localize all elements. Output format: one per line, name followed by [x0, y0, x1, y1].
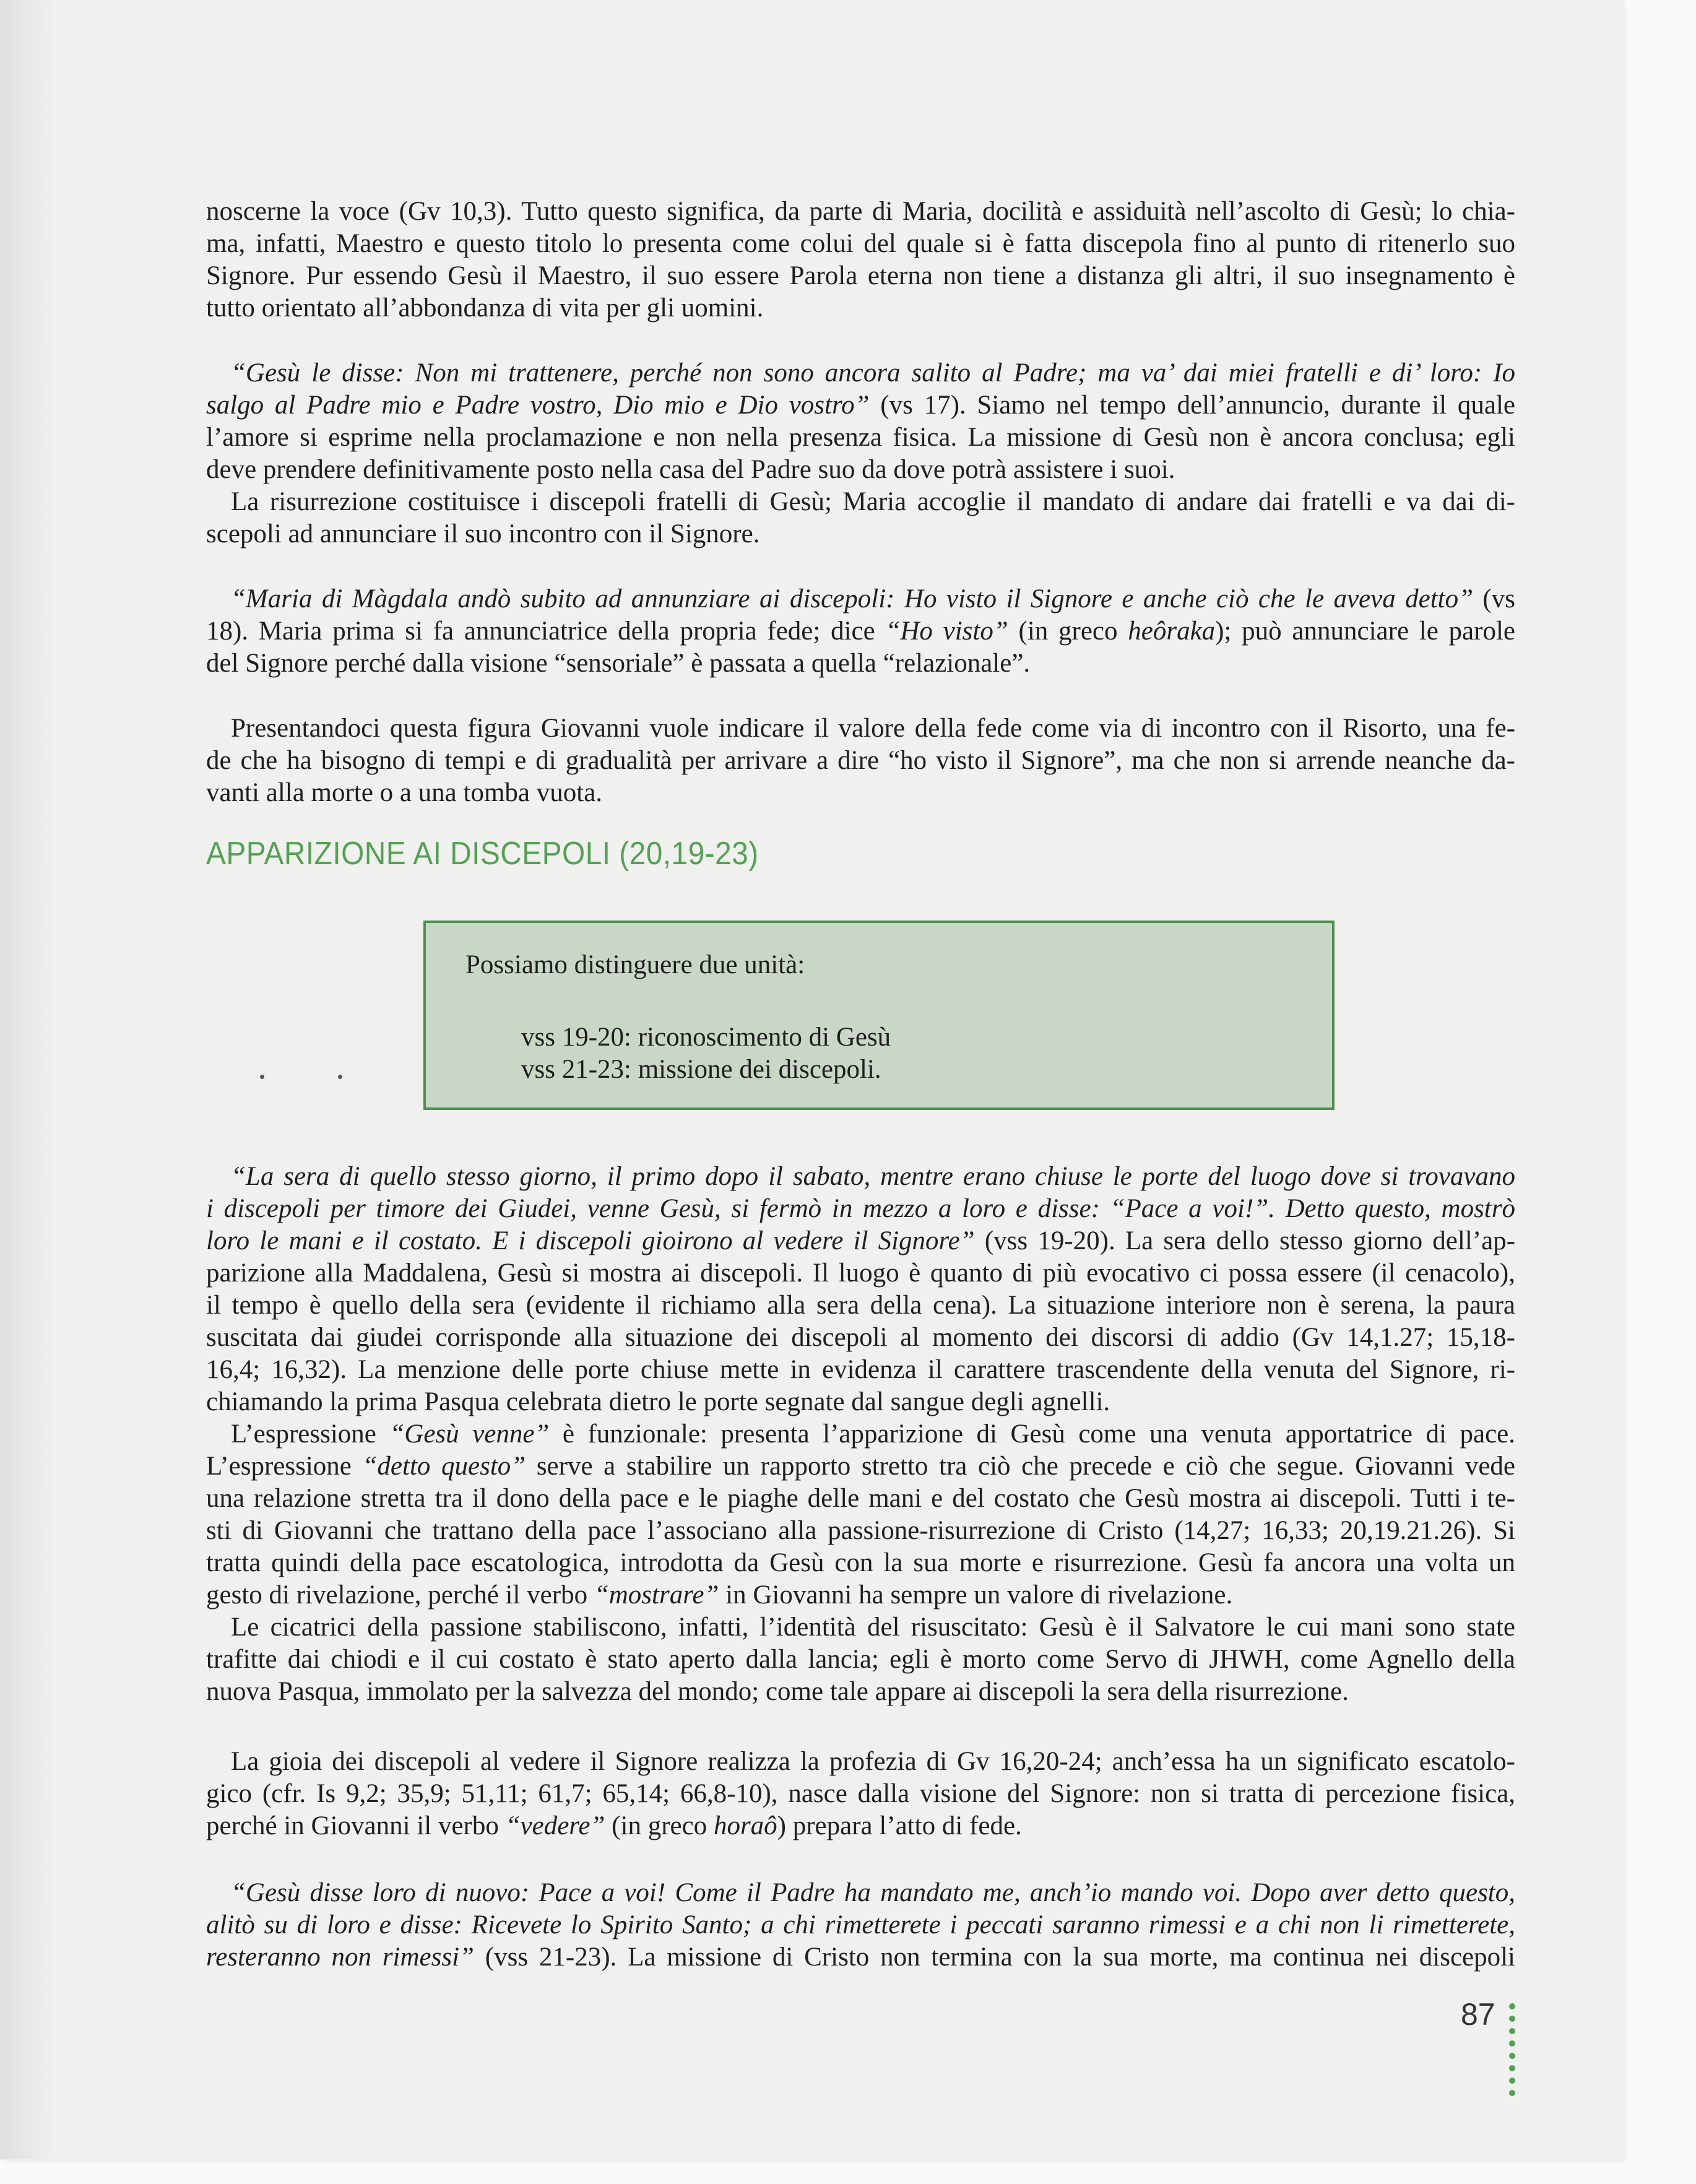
text-line — [206, 1877, 1515, 1909]
summary-box-item: vss 19-20: riconoscimento di Gesù — [521, 1023, 891, 1052]
text-run: 18). Maria prima si fa annunciatrice della propria fede; dice — [206, 617, 886, 646]
text-run: (vss 19-20). La sera dello stesso giorno dell’ap- — [974, 1226, 1515, 1255]
text-run: gesto di rivelazione, perché il verbo — [206, 1580, 594, 1610]
text-line — [206, 713, 1515, 745]
text-line — [206, 1418, 1515, 1450]
text-line — [206, 1909, 1515, 1941]
text-line — [206, 1483, 1515, 1515]
text-line — [206, 1161, 1515, 1193]
text-line — [206, 1322, 1515, 1354]
text-line — [206, 1354, 1515, 1386]
text-run: (vss 21-23). La missione di Cristo non termina con la sua morte, ma continua nei discepoli — [474, 1943, 1516, 1972]
italic-text: salgo al Padre mio e Padre vostro, Dio mio e Dio vostro” — [206, 391, 870, 420]
italic-text: “Ho visto” — [885, 617, 1008, 646]
text-line — [206, 777, 1515, 809]
paragraph-continues — [206, 1877, 1515, 1974]
text-run: Signore. Pur essendo Gesù il Maestro, il suo essere Parola eterna non tiene a distanza gli altri, il suo insegnamento è — [206, 261, 1515, 290]
italic-text: alitò su di loro e disse: Ricevete lo Spirito Santo; a chi rimetterete i peccati saranno rimessi e a chi non li rimetterete, — [206, 1910, 1515, 1939]
text-run: Presentandoci questa figura Giovanni vuole indicare il valore della fede come via di incontro con il Risorto, una fe- — [231, 714, 1515, 743]
paragraph — [206, 1746, 1515, 1842]
text-line — [206, 1778, 1515, 1810]
summary-box-intro: Possiamo distinguere due unità: — [465, 950, 805, 979]
ornament-dot — [1509, 2065, 1515, 2071]
text-run: trafitte dai chiodi e il cui costato è stato aperto dalla lancia; egli è morto come Servo di JHWH, come Agnello della — [206, 1645, 1515, 1674]
paragraph — [206, 357, 1515, 486]
italic-text: i discepoli per timore dei Giudei, venne Gesù, si fermò in mezzo a loro e disse: “Pace a voi!”. Detto questo, mostrò — [206, 1194, 1515, 1223]
italic-text: “mostrare” — [594, 1580, 719, 1610]
text-line — [206, 1644, 1515, 1676]
ornament-dot — [1509, 2003, 1515, 2009]
text-line — [206, 196, 1515, 228]
paragraph — [206, 1161, 1515, 1418]
scan-speck — [338, 1075, 342, 1079]
text-run: perché in Giovanni il verbo — [206, 1811, 506, 1840]
text-line — [206, 1579, 1515, 1611]
text-line — [206, 292, 1515, 324]
text-run: il tempo è quello della sera (evidente il richiamo alla sera della cena). La situazione interiore non è serena, la paura — [206, 1291, 1515, 1320]
text-line — [206, 1450, 1515, 1483]
ornament-dot — [1509, 2040, 1515, 2047]
summary-box — [423, 921, 1335, 1110]
text-run: scepoli ad annunciare il suo incontro con il Signore. — [206, 519, 760, 548]
page-number-ornament — [1509, 2003, 1515, 2102]
text-block-4 — [206, 713, 1515, 809]
ornament-dot — [1509, 2090, 1515, 2096]
ornament-dot — [1509, 2028, 1515, 2034]
text-line — [206, 1746, 1515, 1778]
text-run: tratta quindi della pace escatologica, introdotta da Gesù con la sua morte e risurrezione. Gesù fa ancora una volta un — [206, 1548, 1515, 1577]
text-line — [206, 648, 1515, 680]
italic-text: “vedere” — [505, 1811, 605, 1840]
text-run: suscitata dai giudei corrisponde alla situazione dei discepoli al momento dei discorsi di addio (Gv 14,1.27; 15,18- — [206, 1323, 1515, 1352]
text-line — [206, 422, 1515, 454]
text-run: L’espressione — [231, 1419, 390, 1449]
text-line — [206, 1225, 1515, 1257]
text-line — [206, 1193, 1515, 1225]
ornament-dot — [1509, 2016, 1515, 2022]
text-run: in Giovanni ha sempre un valore di rivelazione. — [719, 1580, 1233, 1610]
italic-text: “Maria di Màgdala andò subito ad annunziare ai discepoli: Ho visto il Signore e anche ciò che le aveva detto” — [231, 584, 1474, 613]
text-run: ma, infatti, Maestro e questo titolo lo presenta come colui del quale si è fatta discepola fino al punto di ritenerlo suo — [206, 229, 1515, 258]
text-line — [206, 1515, 1515, 1547]
text-run: (in greco — [1008, 617, 1128, 646]
text-run: chiamando la prima Pasqua celebrata dietro le porte segnate dal sangue degli agnelli. — [206, 1387, 1110, 1416]
text-line — [206, 260, 1515, 292]
text-run: La risurrezione costituisce i discepoli fratelli di Gesù; Maria accoglie il mandato di andare dai fratelli e va dai di- — [231, 487, 1515, 516]
text-block-3 — [206, 583, 1515, 680]
text-line — [206, 1547, 1515, 1579]
text-run: L’espressione — [206, 1452, 363, 1481]
text-block-2 — [206, 357, 1515, 550]
italic-text: “Gesù venne” — [389, 1419, 550, 1449]
text-run: (vs 17). Siamo nel tempo dell’annuncio, durante il quale — [869, 391, 1515, 420]
italic-text: “La sera di quello stesso giorno, il primo dopo il sabato, mentre erano chiuse le porte del luogo dove si trovavano — [231, 1162, 1515, 1191]
text-run: deve prendere definitivamente posto nella casa del Padre suo da dove potrà assistere i suoi. — [206, 455, 1175, 484]
ornament-dot — [1509, 2053, 1515, 2059]
text-run: parizione alla Maddalena, Gesù si mostra ai discepoli. Il luogo è quanto di più evocativo ci possa essere (il cenacolo), — [206, 1259, 1515, 1288]
italic-text: “detto questo” — [362, 1452, 526, 1481]
text-run: noscerne la voce (Gv 10,3). Tutto questo significa, da parte di Maria, docilità e assiduità nell’ascolto di Gesù; lo chia- — [206, 197, 1515, 226]
italic-text: “Gesù disse loro di nuovo: Pace a voi! Come il Padre ha mandato me, anch’io mando voi. Dopo aver detto questo, — [231, 1878, 1515, 1907]
section-heading: APPARIZIONE AI DISCEPOLI (20,19-23) — [206, 836, 759, 872]
text-line — [206, 1611, 1515, 1644]
paragraph — [206, 1418, 1515, 1611]
text-line — [206, 1257, 1515, 1289]
italic-text: resteranno non rimessi” — [206, 1943, 474, 1972]
text-block-7 — [206, 1877, 1515, 1974]
text-run: serve a stabilire un rapporto stretto tra ciò che precede e ciò che segue. Giovanni vede — [526, 1452, 1515, 1481]
text-run: nuova Pasqua, immolato per la salvezza del mondo; come tale appare ai discepoli la sera della risurrezione. — [206, 1677, 1349, 1706]
text-block-5 — [206, 1161, 1515, 1708]
text-run: sti di Giovanni che trattano della pace l’associano alla passione-risurrezione di Cristo (14,27; 16,33; 20,19.21.26). Si — [206, 1516, 1515, 1545]
text-line — [206, 454, 1515, 486]
text-run: La gioia dei discepoli al vedere il Signore realizza la profezia di Gv 16,20-24; anch’essa ha un significato escatolo- — [231, 1747, 1515, 1776]
italic-text: horaô — [713, 1811, 777, 1840]
italic-text: loro le mani e il costato. E i discepoli gioirono al vedere il Signore” — [206, 1226, 975, 1255]
text-run: 16,4; 16,32). La menzione delle porte chiuse mette in evidenza il carattere trascendente della venuta del Signore, ri- — [206, 1355, 1515, 1384]
italic-text: “Gesù le disse: Non mi trattenere, perché non sono ancora salito al Padre; ma va’ dai miei fratelli e di’ loro: Io — [231, 358, 1515, 388]
text-run: una relazione stretta tra il dono della pace e le piaghe delle mani e del costato che Gesù mostra ai discepoli. Tutti i te- — [206, 1484, 1515, 1513]
text-line — [206, 228, 1515, 260]
paragraph — [206, 1611, 1515, 1708]
text-run: de che ha bisogno di tempi e di gradualità per arrivare a dire “ho visto il Signore”, ma che non si arrende neanche da- — [206, 746, 1515, 775]
summary-box-item: vss 21-23: missione dei discepoli. — [521, 1055, 881, 1084]
text-line — [206, 583, 1515, 615]
text-line — [206, 1676, 1515, 1708]
paragraph-continued — [206, 196, 1515, 324]
text-line — [206, 389, 1515, 422]
text-line — [206, 486, 1515, 518]
text-line — [206, 615, 1515, 648]
text-run: l’amore si esprime nella proclamazione e non nella presenza fisica. La missione di Gesù non è ancora conclusa; egli — [206, 423, 1515, 452]
text-run: ) prepara l’atto di fede. — [777, 1811, 1022, 1840]
text-run: (in greco — [605, 1811, 714, 1840]
paragraph — [206, 713, 1515, 809]
ornament-dot — [1509, 2078, 1515, 2084]
text-line — [206, 1289, 1515, 1322]
text-line — [206, 518, 1515, 550]
italic-text: heôraka — [1128, 617, 1216, 646]
text-run: tutto orientato all’abbondanza di vita per gli uomini. — [206, 293, 764, 323]
text-run: vanti alla morte o a una tomba vuota. — [206, 778, 603, 807]
text-line — [206, 745, 1515, 777]
text-run: Le cicatrici della passione stabiliscono, infatti, l’identità del risuscitato: Gesù è il Salvatore le cui mani sono state — [231, 1613, 1515, 1642]
text-run: ); può annunciare le parole — [1215, 617, 1515, 646]
text-run: è funzionale: presenta l’apparizione di Gesù come una venuta apportatrice di pace. — [549, 1419, 1515, 1449]
text-run: del Signore perché dalla visione “sensoriale” è passata a quella “relazionale”. — [206, 649, 1031, 678]
text-run: gico (cfr. Is 9,2; 35,9; 51,11; 61,7; 65,14; 66,8-10), nasce dalla visione del Signore: non si tratta di percezione fisica, — [206, 1779, 1515, 1808]
text-run: (vs — [1473, 584, 1515, 613]
text-line — [206, 1941, 1515, 1974]
paragraph — [206, 486, 1515, 550]
page-number: 87 — [1461, 1997, 1495, 2032]
text-line — [206, 357, 1515, 389]
text-line — [206, 1386, 1515, 1418]
paragraph — [206, 583, 1515, 680]
text-block-6 — [206, 1746, 1515, 1842]
scan-speck — [260, 1075, 264, 1079]
text-block-1 — [206, 196, 1515, 324]
text-line — [206, 1810, 1515, 1842]
